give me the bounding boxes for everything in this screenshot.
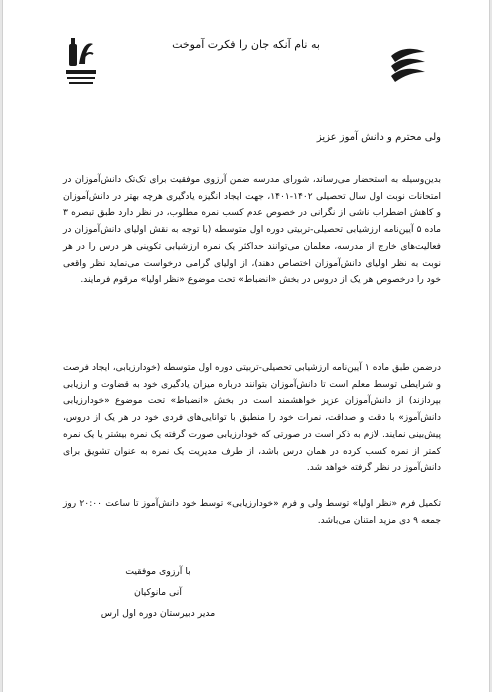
signature-position: مدیر دبیرستان دوره اول ارس	[100, 608, 216, 619]
swirl-logo-icon	[387, 42, 429, 86]
signature-block	[93, 561, 223, 624]
signature-closing: با آرزوی موفقیت	[125, 566, 191, 577]
document-page	[2, 0, 490, 692]
letter-header: به نام آنکه جان را فکرت آموخت	[172, 38, 320, 51]
paragraph-2: درضمن طبق ماده ۱ آیین‌نامه ارزشیابی تحصیلی-تربیتی دوره اول متوسطه (خودارزیابی، ایجاد فرصت و شرایطی توسط معلم است تا دانش‌آموزان بتوانند درباره میزان یادگیری خود به قضاوت و ارزیابی بپردازند) از دانش‌آموزان عزیز خواهشمند است در بخش «انضباط» تحت موضوع «خودارزیابی دانش‌آموز» با دقت و صداقت، نمرات خود را منطبق با توانایی‌های فردی خود در هر یک از دروس، پیش‌بینی نمایند. لازم به ذکر است در صورتی که خودارزیابی صورت گرفته یک نمره بیشتر یا یک نمره کمتر از نمره کسب کرده در همان درس باشد، از طرف مدیریت یک نمره به عنوان تشویق برای دانش‌آموز در نظر گرفته خواهد شد.	[63, 363, 441, 474]
organization-logo	[387, 42, 429, 86]
salutation: ولی محترم و دانش آموز عزیز	[316, 132, 441, 143]
signature-name: آنی مانوکیان	[134, 587, 182, 598]
school-logo-icon	[63, 34, 99, 88]
school-logo	[63, 34, 99, 88]
paragraph-3: تکمیل فرم «نظر اولیا» توسط ولی و فرم «خودارزیابی» توسط خود دانش‌آموز تا ساعت ۲۰:۰۰ روز جمعه ۹ دی مزید امتنان می‌باشد.	[63, 499, 441, 526]
paragraph-1: بدین‌وسیله به استحضار می‌رساند، شورای مدرسه ضمن آرزوی موفقیت برای تک‌تک دانش‌آموزان در امتحانات نوبت اول سال تحصیلی ۱۴۰۲-۱۴۰۱، جهت ایجاد انگیزه یادگیری هرچه بهتر در دانش‌آموزان و کاهش اضطراب ناشی از نگرانی در خصوص عدم کسب نمره مطلوب، در نظر دارد طبق تبصره ۳ ماده ۵ آیین‌نامه ارزشیابی تحصیلی-تربیتی دوره اول متوسطه (با توجه به نقش اولیای دانش‌آموزان در فعالیت‌های خارج از مدرسه، معلمان می‌توانند حداکثر یک نمره ارزشیابی تکوینی هر درس را در هر نوبت به نظر اولیای دانش‌آموزان اختصاص دهند)، از اولیای گرامی درخواست می‌نماید نظر واقعی خود را درخصوص هر یک از دروس در بخش «انضباط» تحت موضوع «نظر اولیا» مرقوم فرمایند.	[63, 175, 441, 286]
